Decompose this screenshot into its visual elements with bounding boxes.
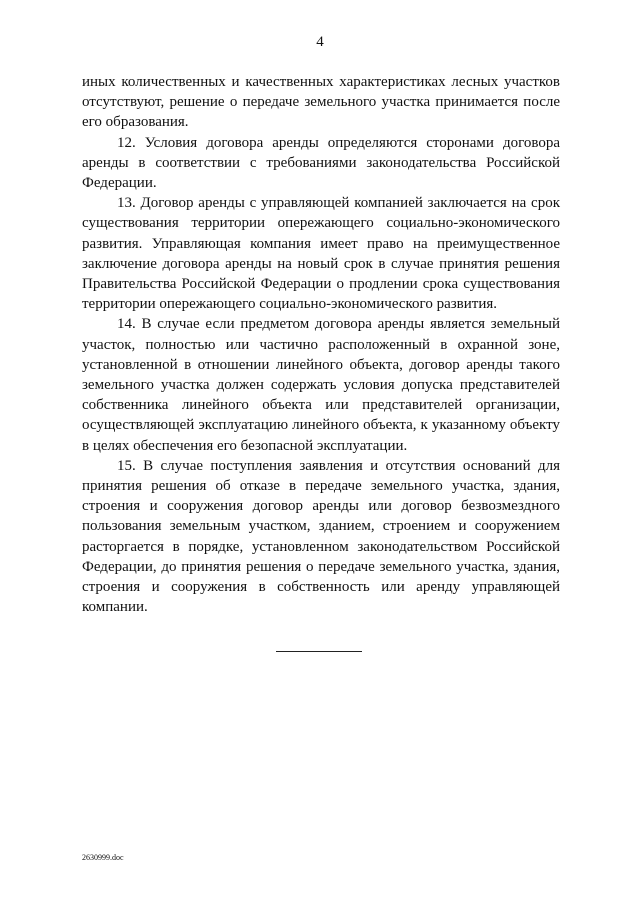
- paragraph-14: 14. В случае если предметом договора аренды является земельный участок, полностью или частично расположенный в охранной зоне, установленной в отношении линейного объекта, договор аренды такого земельного участка должен содержать условия допуска представителей собственника линейного объекта или представителей организации, осуществляющей эксплуатацию линейного объекта, к указанному объекту в целях обеспечения его безопасной эксплуатации.: [82, 316, 560, 454]
- document-file-id: 2630999.doc: [82, 853, 124, 862]
- document-body: [82, 72, 560, 617]
- paragraph-continuation: иных количественных и качественных характеристиках лесных участков отсутствуют, решение о передаче земельного участка принимается после его образования.: [82, 74, 560, 131]
- paragraph-12: 12. Условия договора аренды определяются сторонами договора аренды в соответствии с требованиями законодательства Российской Федерации.: [82, 134, 560, 192]
- page-number: 4: [316, 34, 324, 50]
- paragraph-13: 13. Договор аренды с управляющей компанией заключается на срок существования территории опережающего социально-экономического развития. Управляющая компания имеет право на преимущественное заключение договора аренды на новый срок в случае принятия решения Правительства Российской Федерации о продлении срока существования территории опережающего социально-экономического развития.: [82, 195, 560, 313]
- end-of-document-rule: [276, 651, 362, 652]
- paragraph-15: 15. В случае поступления заявления и отсутствия оснований для принятия решения об отказе в передаче земельного участка, здания, строения и сооружения договор аренды или договор безвозмездного пользования земельным участком, зданием, строением и сооружением расторгается в порядке, установленном законодательством Российской Федерации, до принятия решения о передаче земельного участка, здания, строения и сооружения в собственность или аренду управляющей компании.: [82, 457, 560, 616]
